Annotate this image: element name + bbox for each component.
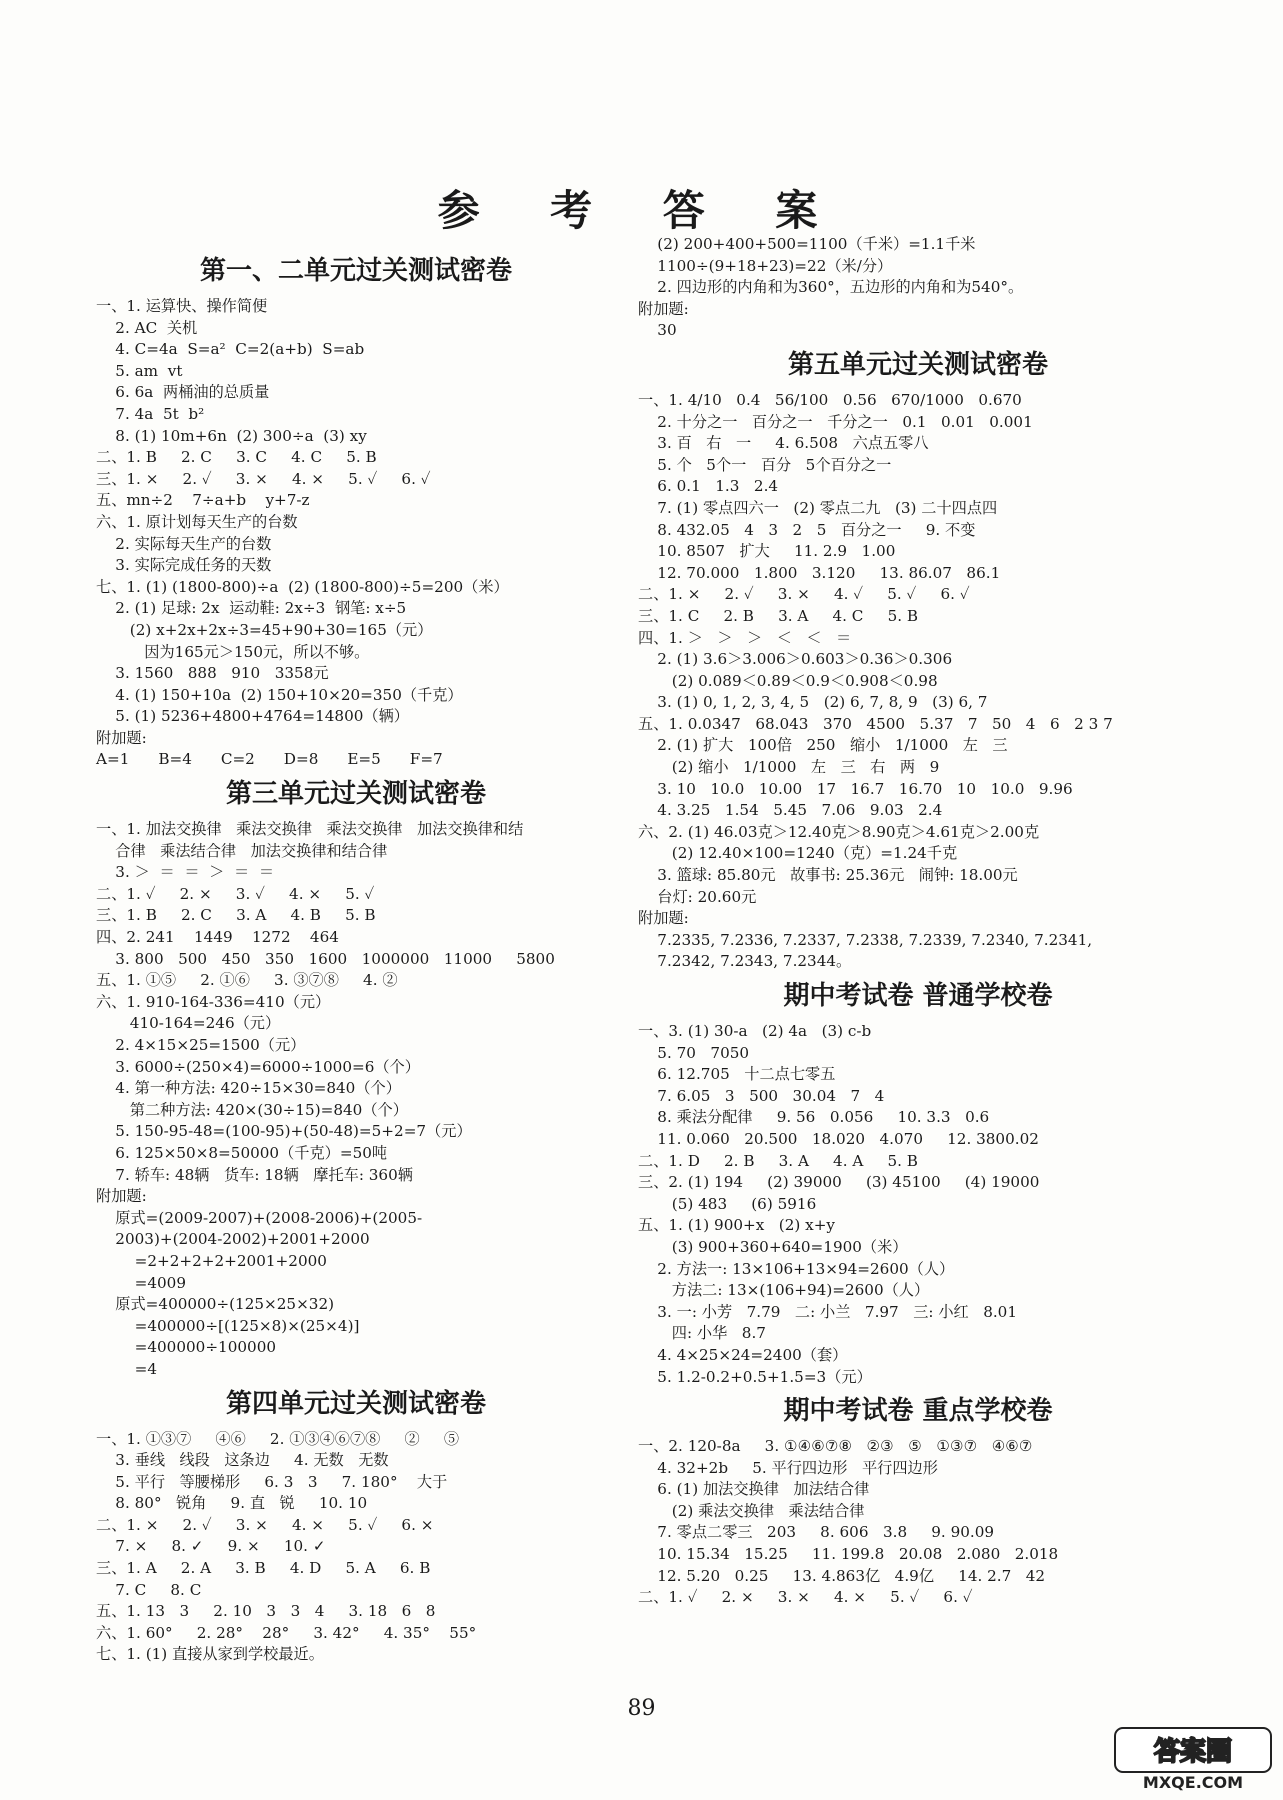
- answer-line: 7.2335, 7.2336, 7.2337, 7.2338, 7.2339, 7.2340, 7.2341,: [638, 930, 1093, 949]
- answer-line: 4. (1) 150+10a (2) 150+10×20=350（千克）: [96, 685, 463, 704]
- answer-line: 2. 4×15×25=1500（元）: [96, 1036, 306, 1054]
- answer-line: 六、1. 原计划每天生产的台数: [96, 512, 298, 531]
- answer-line: 4. 3.25 1.54 5.45 7.06 9.03 2.4: [638, 801, 943, 820]
- answer-line: 一、1. 4/10 0.4 56/100 0.56 670/1000 0.670: [638, 390, 1022, 409]
- answer-line: 2. 四边形的内角和为360°，五边形的内角和为540°。: [638, 278, 1024, 297]
- answer-line: 原式=(2009-2007)+(2008-2006)+(2005-: [96, 1208, 423, 1227]
- answer-line: 六、1. 910-164-336=410（元）: [96, 992, 331, 1011]
- answer-line: 5. 平行 等腰梯形 6. 3 3 7. 180° 大于: [96, 1472, 448, 1491]
- answer-line: 7. (1) 零点四六一 (2) 零点二九 (3) 二十四点四: [638, 498, 998, 517]
- answer-section: [638, 1394, 1198, 1609]
- answer-line: 6. 12.705 十二点七零五: [638, 1065, 836, 1084]
- answer-line: 二、1. × 2. ✓ 3. × 4. × 5. ✓ 6. ×: [96, 1515, 434, 1534]
- answer-line: 3. ＞ ＝ ＝ ＞ ＝ ＝: [96, 863, 275, 882]
- answer-line: 一、1. 加法交换律 乘法交换律 乘法交换律 加法交换律和结: [96, 820, 524, 839]
- answer-line: 4. 第一种方法: 420÷15×30=840（个）: [96, 1079, 401, 1098]
- answer-line: 7.2342, 7.2343, 7.2344。: [638, 952, 852, 971]
- section-title: 第五单元过关测试密卷: [787, 349, 1048, 380]
- answer-line: 12. 70.000 1.800 3.120 13. 86.07 86.1: [638, 563, 1001, 582]
- answer-line: 三、1. × 2. ✓ 3. × 4. × 5. ✓ 6. ✓: [96, 469, 431, 488]
- answer-line: 8. 80° 锐角 9. 直 锐 10. 10: [96, 1494, 368, 1513]
- answer-line: 3. 10 10.0 10.00 17 16.7 16.70 10 10.0 9.96: [638, 779, 1073, 798]
- answer-line: (2) 0.089＜0.89＜0.9＜0.908＜0.98: [638, 671, 938, 690]
- answer-line: 3. 一: 小芳 7.79 二: 小兰 7.97 三: 小红 8.01: [638, 1302, 1018, 1321]
- answer-section: [638, 979, 1198, 1388]
- answer-line: 10. 15.34 15.25 11. 199.8 20.08 2.080 2.018: [638, 1545, 1059, 1564]
- answer-line: 2. (1) 足球: 2x 运动鞋: 2x÷3 钢笔: x÷5: [96, 599, 407, 618]
- answer-line: 3. 6000÷(250×4)=6000÷1000=6（个）: [96, 1057, 420, 1076]
- answer-section: [638, 348, 1198, 973]
- answer-line: 四: 小华 8.7: [638, 1324, 766, 1343]
- answer-line: A=1 B=4 C=2 D=8 E=5 F=7: [96, 750, 443, 769]
- answer-line: 7. C 8. C: [96, 1580, 202, 1599]
- answer-line: 一、2. 120-8a 3. ①④⑥⑦⑧ ②③ ⑤ ①③⑦ ④⑥⑦: [638, 1437, 1033, 1456]
- section-title: 第一、二单元过关测试密卷: [199, 256, 512, 286]
- answer-line: 六、1. 60° 2. 28° 28° 3. 42° 4. 35° 55°: [96, 1623, 477, 1642]
- answer-line: 一、1. 运算快、操作简便: [96, 297, 268, 315]
- answer-line: 五、1. ①⑤ 2. ①⑥ 3. ③⑦⑧ 4. ②: [96, 971, 398, 990]
- answer-line: (2) x+2x+2x÷3=45+90+30=165（元）: [96, 620, 433, 639]
- answer-line: =2+2+2+2+2001+2000: [96, 1251, 327, 1270]
- answer-line: 二、1. × 2. ✓ 3. × 4. ✓ 5. ✓ 6. ✓: [638, 585, 970, 604]
- answer-line: 四、1. ＞ ＞ ＞ ＜ ＜ ＝: [638, 628, 852, 647]
- answer-line: (3) 900+360+640=1900（米）: [638, 1237, 908, 1256]
- answer-line: 原式=400000÷(125×25×32): [96, 1295, 335, 1314]
- left-column: [96, 248, 616, 1666]
- answer-line: 二、1. ✓ 2. × 3. × 4. × 5. ✓ 6. ✓: [638, 1588, 973, 1607]
- answer-line: 2003)+(2004-2002)+2001+2000: [96, 1230, 370, 1249]
- watermark-logo: [1113, 1726, 1273, 1792]
- answer-line: 3. 1560 888 910 3358元: [96, 664, 329, 683]
- answer-line: 六、2. (1) 46.03克＞12.40克＞8.90克＞4.61克＞2.00克: [638, 822, 1040, 841]
- answer-line: 七、1. (1) 直接从家到学校最近。: [96, 1645, 324, 1664]
- answer-line: 410-164=246（元）: [96, 1014, 281, 1033]
- page-number: 89: [627, 1696, 656, 1721]
- answer-line: 一、1. ①③⑦ ④⑥ 2. ①③④⑥⑦⑧ ② ⑤: [96, 1429, 460, 1448]
- answer-line: 8. (1) 10m+6n (2) 300÷a (3) xy: [96, 426, 367, 445]
- answer-line: 附加题:: [638, 299, 689, 318]
- answer-line: 6. 0.1 1.3 2.4: [638, 477, 779, 496]
- answer-line: 8. 乘法分配律 9. 56 0.056 10. 3.3 0.6: [638, 1108, 990, 1127]
- answer-section: [638, 234, 1198, 342]
- answer-line: =400000÷100000: [96, 1338, 277, 1357]
- answer-line: 一、3. (1) 30-a (2) 4a (3) c-b: [638, 1022, 872, 1040]
- answer-line: 30: [638, 321, 677, 340]
- answer-line: (5) 483 (6) 5916: [638, 1194, 817, 1213]
- answer-line: 8. 432.05 4 3 2 5 百分之一 9. 不变: [638, 520, 976, 539]
- answer-line: (2) 乘法交换律 乘法结合律: [638, 1501, 865, 1520]
- answer-line: 5. 1.2-0.2+0.5+1.5=3（元）: [638, 1367, 872, 1386]
- answer-line: 第二种方法: 420×(30÷15)=840（个）: [96, 1100, 408, 1119]
- answer-line: 二、1. ✓ 2. × 3. ✓ 4. × 5. ✓: [96, 884, 375, 903]
- answer-line: 附加题:: [96, 1187, 147, 1206]
- answer-line: 七、1. (1) (1800-800)÷a (2) (1800-800)÷5=200（米）: [96, 577, 509, 596]
- answer-line: 五、1. (1) 900+x (2) x+y: [638, 1216, 836, 1235]
- answer-line: 3. 800 500 450 350 1600 1000000 11000 5800: [96, 949, 555, 968]
- answer-line: 三、2. (1) 194 (2) 39000 (3) 45100 (4) 19000: [638, 1173, 1040, 1192]
- answer-line: 7. 轿车: 48辆 货车: 18辆 摩托车: 360辆: [96, 1165, 413, 1184]
- answer-line: 二、1. D 2. B 3. A 4. A 5. B: [638, 1151, 918, 1170]
- answer-line: 11. 0.060 20.500 18.020 4.070 12. 3800.02: [638, 1129, 1039, 1148]
- answer-line: 7. 6.05 3 500 30.04 7 4: [638, 1086, 885, 1105]
- answer-line: 3. 垂线 线段 这条边 4. 无数 无数: [96, 1451, 389, 1470]
- answer-line: (2) 缩小 1/1000 左 三 右 两 9: [638, 758, 940, 777]
- answer-line: 6. 6a 两桶油的总质量: [96, 383, 270, 402]
- answer-line: 因为165元＞150元，所以不够。: [96, 642, 370, 661]
- watermark-logo-graphic: [1113, 1726, 1273, 1792]
- answer-line: 合律 乘法结合律 加法交换律和结合律: [96, 841, 388, 860]
- answer-line: 台灯: 20.60元: [638, 887, 757, 906]
- answer-line: 3. (1) 0, 1, 2, 3, 4, 5 (2) 6, 7, 8, 9 (3) 6, 7: [638, 693, 988, 712]
- answer-line: 三、1. C 2. B 3. A 4. C 5. B: [638, 606, 919, 625]
- answer-line: 7. × 8. ✓ 9. × 10. ✓: [96, 1537, 326, 1556]
- section-title: 期中考试卷 重点学校卷: [783, 1396, 1053, 1427]
- answer-line: (2) 12.40×100=1240（克）=1.24千克: [638, 844, 958, 863]
- answer-line: 四、2. 241 1449 1272 464: [96, 928, 339, 947]
- section-title: 第四单元过关测试密卷: [225, 1388, 486, 1419]
- right-column: [638, 234, 1198, 1609]
- answer-line: 5. 70 7050: [638, 1043, 750, 1062]
- answer-line: 附加题:: [638, 909, 689, 928]
- svg-text:MXQE.COM: MXQE.COM: [1142, 1773, 1244, 1792]
- answer-line: 3. 实际完成任务的天数: [96, 556, 272, 575]
- answer-line: 三、1. B 2. C 3. A 4. B 5. B: [96, 906, 376, 925]
- answer-line: 2. (1) 扩大 100倍 250 缩小 1/1000 左 三: [638, 736, 1008, 755]
- answer-line: 附加题:: [96, 728, 147, 747]
- answer-line: 三、1. A 2. A 3. B 4. D 5. A 6. B: [96, 1559, 431, 1578]
- answer-line: 2. 十分之一 百分之一 千分之一 0.1 0.01 0.001: [638, 412, 1033, 431]
- answer-line: 6. 125×50×8=50000（千克）=50吨: [96, 1143, 388, 1162]
- answer-line: 5. 个 5个一 百分 5个百分之一: [638, 455, 892, 474]
- answer-line: 4. 4×25×24=2400（套）: [638, 1345, 848, 1364]
- answer-line: 12. 5.20 0.25 13. 4.863亿 4.9亿 14. 2.7 42: [638, 1566, 1046, 1585]
- answer-line: 5. 150-95-48=(100-95)+(50-48)=5+2=7（元）: [96, 1122, 472, 1141]
- answer-line: 4. C=4a S=a² C=2(a+b) S=ab: [96, 340, 365, 359]
- answer-line: 2. (1) 3.6＞3.006＞0.603＞0.36＞0.306: [638, 650, 953, 669]
- answer-line: 10. 8507 扩大 11. 2.9 1.00: [638, 542, 896, 561]
- answer-line: 7. 4a 5t b²: [96, 404, 205, 423]
- answer-line: 6. (1) 加法交换律 加法结合律: [638, 1480, 870, 1499]
- answer-line: 五、1. 13 3 2. 10 3 3 4 3. 18 6 8: [96, 1602, 436, 1621]
- answer-line: =400000÷[(125×8)×(25×4)]: [96, 1316, 360, 1335]
- section-title: 第三单元过关测试密卷: [225, 779, 486, 810]
- answer-line: 方法二: 13×(106+94)=2600（人）: [638, 1281, 930, 1300]
- answer-section: [96, 777, 616, 1380]
- answer-line: =4009: [96, 1273, 186, 1292]
- answer-line: 五、mn÷2 7÷a+b y+7-z: [96, 491, 310, 510]
- answer-line: 五、1. 0.0347 68.043 370 4500 5.37 7 50 4 6 2 3 7: [638, 714, 1113, 733]
- answer-line: 2. AC 关机: [96, 318, 198, 337]
- answer-line: 1100÷(9+18+23)=22（米/分）: [638, 256, 893, 275]
- section-title: 期中考试卷 普通学校卷: [783, 981, 1053, 1011]
- answer-line: 二、1. B 2. C 3. C 4. C 5. B: [96, 448, 377, 467]
- page-title: 参 考 答 案: [437, 186, 846, 235]
- svg-text:答案圈: 答案圈: [1153, 1737, 1233, 1767]
- answer-line: 2. 实际每天生产的台数: [96, 534, 272, 553]
- answer-line: (2) 200+400+500=1100（千米）=1.1千米: [638, 235, 976, 253]
- answer-line: 4. 32+2b 5. 平行四边形 平行四边形: [638, 1458, 938, 1477]
- answer-line: 7. 零点二零三 203 8. 606 3.8 9. 90.09: [638, 1523, 995, 1542]
- answer-section: [96, 254, 616, 771]
- answer-line: 5. (1) 5236+4800+4764=14800（辆）: [96, 707, 409, 726]
- answer-line: 2. 方法一: 13×106+13×94=2600（人）: [638, 1259, 955, 1278]
- answer-line: =4: [96, 1359, 158, 1378]
- answer-line: 3. 篮球: 85.80元 故事书: 25.36元 闹钟: 18.00元: [638, 866, 1018, 885]
- answer-line: 5. am vt: [96, 361, 183, 380]
- answer-section: [96, 1387, 616, 1667]
- answer-line: 3. 百 右 一 4. 6.508 六点五零八: [638, 434, 929, 453]
